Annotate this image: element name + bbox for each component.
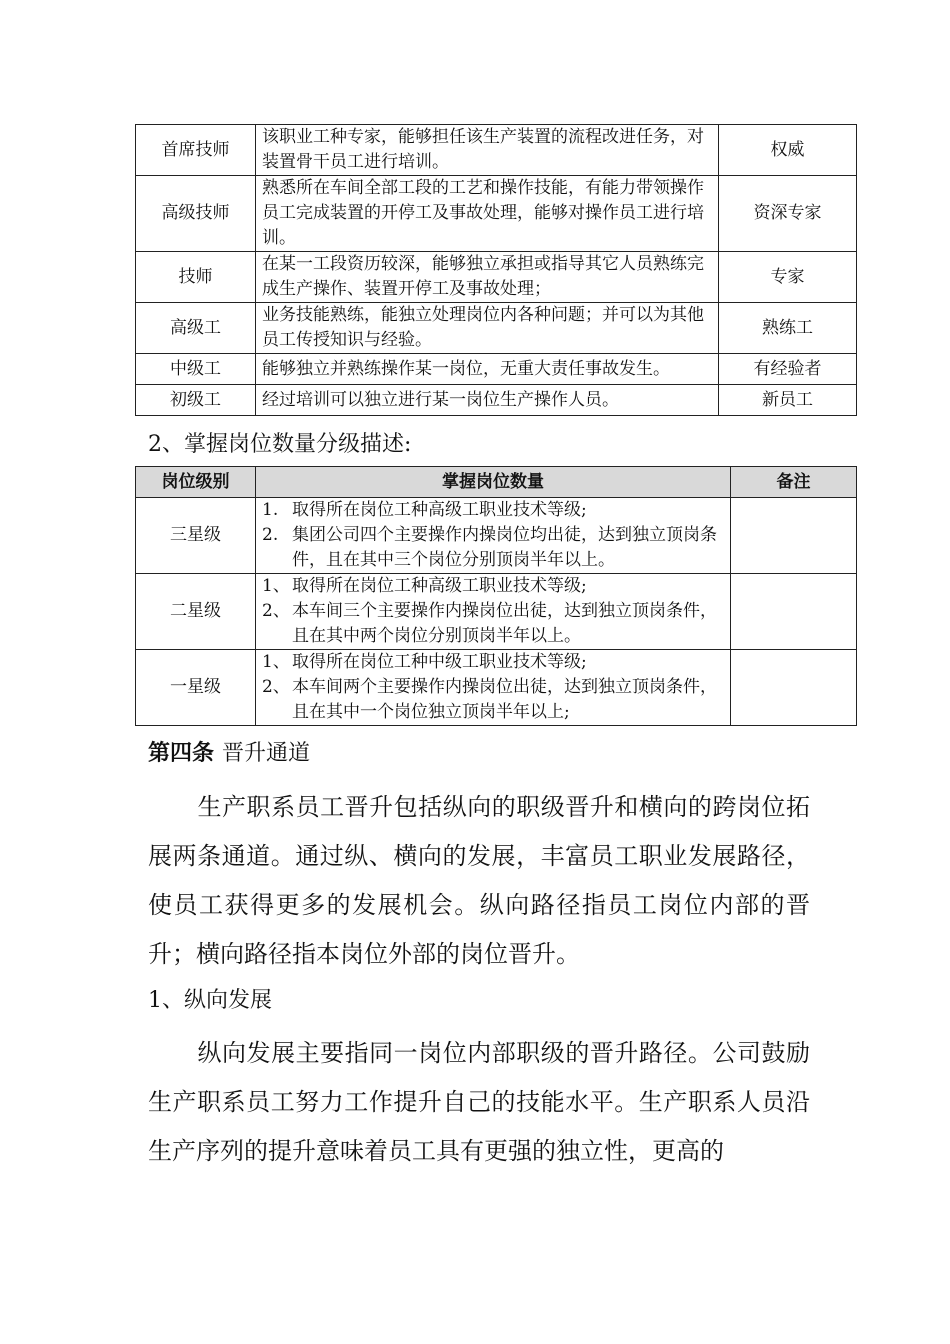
list-item bbox=[262, 498, 724, 523]
level-cell: 三星级 bbox=[136, 498, 256, 574]
item-number: 1、 bbox=[262, 576, 290, 596]
article-heading bbox=[148, 736, 310, 767]
description-cell: 熟悉所在车间全部工段的工艺和操作技能，有能力带领操作员工完成装置的开停工及事故处理，能够对操作员工进行培训。 bbox=[256, 176, 719, 252]
table-row bbox=[136, 574, 857, 650]
list-item bbox=[262, 650, 724, 675]
list-item bbox=[262, 574, 724, 599]
table-row bbox=[136, 176, 857, 252]
table-row bbox=[136, 125, 857, 176]
post-count-table bbox=[135, 466, 857, 726]
header-count: 掌握岗位数量 bbox=[256, 467, 731, 498]
item-text: 取得所在岗位工种中级工职业技术等级; bbox=[292, 652, 587, 672]
item-text: 取得所在岗位工种高级工职业技术等级; bbox=[292, 500, 587, 520]
requirement-cell bbox=[256, 650, 731, 726]
header-note: 备注 bbox=[731, 467, 857, 498]
list-item bbox=[262, 599, 724, 649]
table-header-row bbox=[136, 467, 857, 498]
table-row bbox=[136, 650, 857, 726]
note-cell bbox=[731, 574, 857, 650]
item-number: 1、 bbox=[262, 652, 290, 672]
item-text: 本车间三个主要操作内操岗位出徒，达到独立顶岗条件，且在其中两个岗位分别顶岗半年以上。 bbox=[292, 601, 717, 646]
title-cell: 专家 bbox=[719, 252, 857, 303]
level-cell: 高级工 bbox=[136, 303, 256, 354]
description-cell: 业务技能熟练，能独立处理岗位内各种问题；并可以为其他员工传授知识与经验。 bbox=[256, 303, 719, 354]
title-cell: 资深专家 bbox=[719, 176, 857, 252]
list-item bbox=[262, 675, 724, 725]
paragraph-text: 生产职系员工晋升包括纵向的职级晋升和横向的跨岗位拓展两条通道。通过纵、横向的发展，丰富员工职业发展路径，使员工获得更多的发展机会。纵向路径指员工岗位内部的晋升；横向路径指本岗位外部的岗位晋升。 bbox=[148, 793, 810, 968]
item-number: 1. bbox=[262, 500, 279, 520]
item-text: 集团公司四个主要操作内操岗位均出徒，达到独立顶岗条件，且在其中三个岗位分别顶岗半年以上。 bbox=[292, 525, 717, 570]
level-cell: 技师 bbox=[136, 252, 256, 303]
subsection-heading: 1、纵向发展 bbox=[148, 988, 272, 1013]
level-cell: 一星级 bbox=[136, 650, 256, 726]
title-cell: 熟练工 bbox=[719, 303, 857, 354]
body-paragraph bbox=[148, 783, 810, 979]
table-row bbox=[136, 385, 857, 416]
item-text: 本车间两个主要操作内操岗位出徒，达到独立顶岗条件，且在其中一个岗位独立顶岗半年以上; bbox=[292, 677, 717, 722]
skill-level-table bbox=[135, 124, 857, 416]
level-cell: 首席技师 bbox=[136, 125, 256, 176]
title-cell: 新员工 bbox=[719, 385, 857, 416]
paragraph-text: 纵向发展主要指同一岗位内部职级的晋升路径。公司鼓励生产职系员工努力工作提升自己的技能水平。生产职系人员沿生产序列的提升意味着员工具有更强的独立性，更高的 bbox=[148, 1039, 810, 1165]
level-cell: 初级工 bbox=[136, 385, 256, 416]
table-row bbox=[136, 303, 857, 354]
item-number: 2. bbox=[262, 525, 279, 545]
item-number: 2、 bbox=[262, 677, 290, 697]
level-cell: 中级工 bbox=[136, 354, 256, 385]
level-cell: 高级技师 bbox=[136, 176, 256, 252]
item-text: 取得所在岗位工种高级工职业技术等级; bbox=[292, 576, 587, 596]
description-cell: 该职业工种专家，能够担任该生产装置的流程改进任务，对装置骨干员工进行培训。 bbox=[256, 125, 719, 176]
description-cell: 在某一工段资历较深，能够独立承担或指导其它人员熟练完成生产操作、装置开停工及事故处理； bbox=[256, 252, 719, 303]
article-title: 晋升通道 bbox=[222, 741, 311, 766]
title-cell: 有经验者 bbox=[719, 354, 857, 385]
note-cell bbox=[731, 498, 857, 574]
table-row bbox=[136, 498, 857, 574]
title-cell: 权威 bbox=[719, 125, 857, 176]
description-cell: 经过培训可以独立进行某一岗位生产操作人员。 bbox=[256, 385, 719, 416]
level-cell: 二星级 bbox=[136, 574, 256, 650]
description-cell: 能够独立并熟练操作某一岗位，无重大责任事故发生。 bbox=[256, 354, 719, 385]
item-number: 2、 bbox=[262, 601, 290, 621]
table-row bbox=[136, 354, 857, 385]
header-level: 岗位级别 bbox=[136, 467, 256, 498]
list-item bbox=[262, 523, 724, 573]
requirement-cell bbox=[256, 498, 731, 574]
requirement-cell bbox=[256, 574, 731, 650]
article-label: 第四条 bbox=[148, 741, 215, 766]
table-row bbox=[136, 252, 857, 303]
note-cell bbox=[731, 650, 857, 726]
section-heading: 2、掌握岗位数量分级描述: bbox=[148, 432, 412, 457]
body-paragraph bbox=[148, 1029, 810, 1176]
